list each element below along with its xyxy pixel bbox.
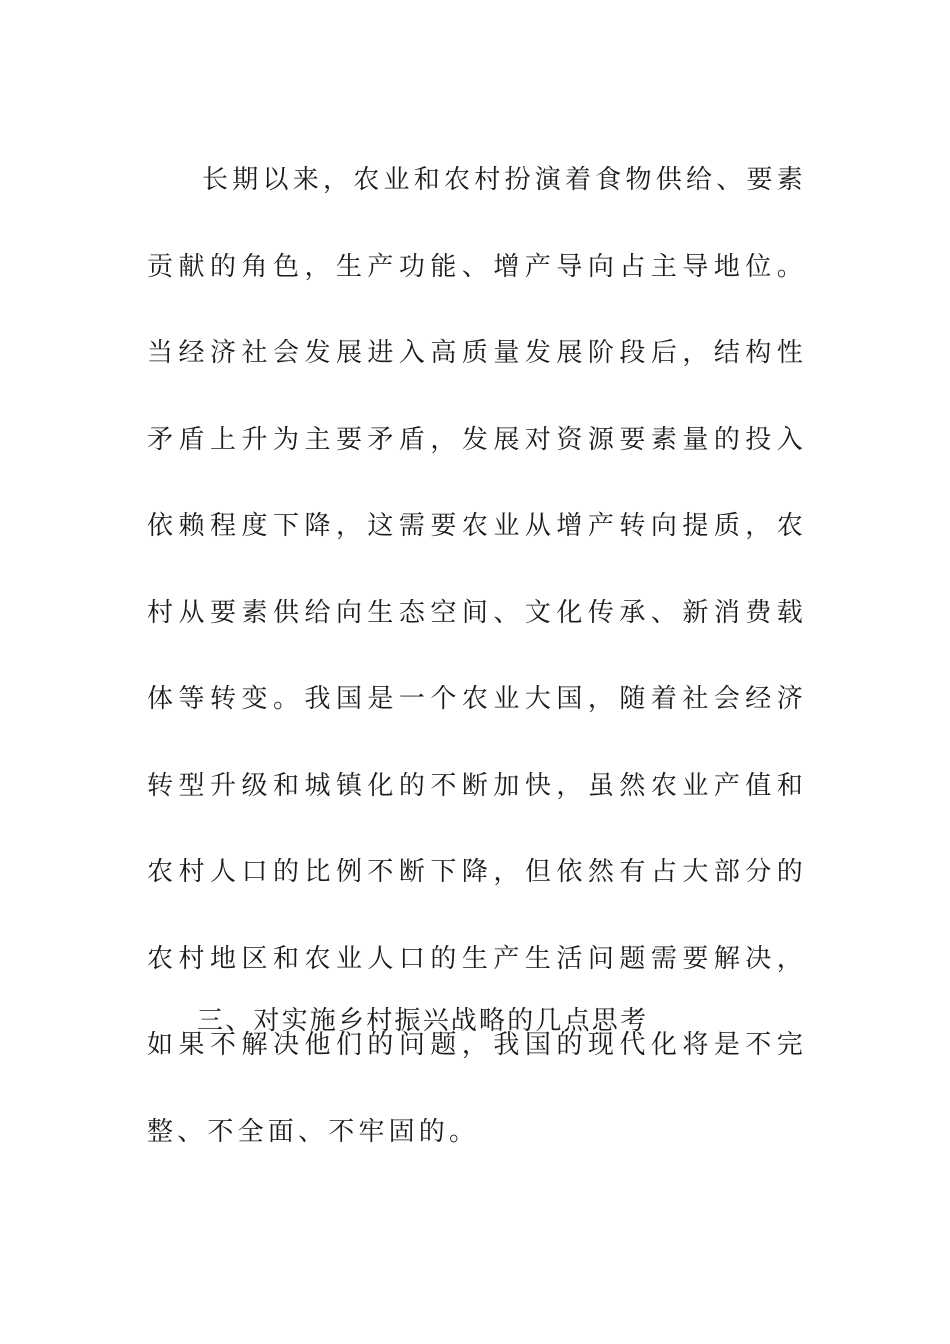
body-paragraph: 长期以来，农业和农村扮演着食物供给、要素贡献的角色，生产功能、增产导向占主导地位。当经济社会发展进入高质量发展阶段后，结构性矛盾上升为主要矛盾，发展对资源要素量的投入依赖程度下降，这需要农业从增产转向提质，农村从要素供给向生态空间、文化传承、新消费载体等转变。我国是一个农业大国，随着社会经济转型升级和城镇化的不断加快，虽然农业产值和农村人口的比例不断下降，但依然有占大部分的农村地区和农业人口的生产生活问题需要解决，如果不解决他们的问题，我国的现代化将是不完整、不全面、不牢固的。 — [147, 165, 807, 1147]
section-heading: 三、对实施乡村振兴战略的几点思考 — [197, 1006, 649, 1036]
